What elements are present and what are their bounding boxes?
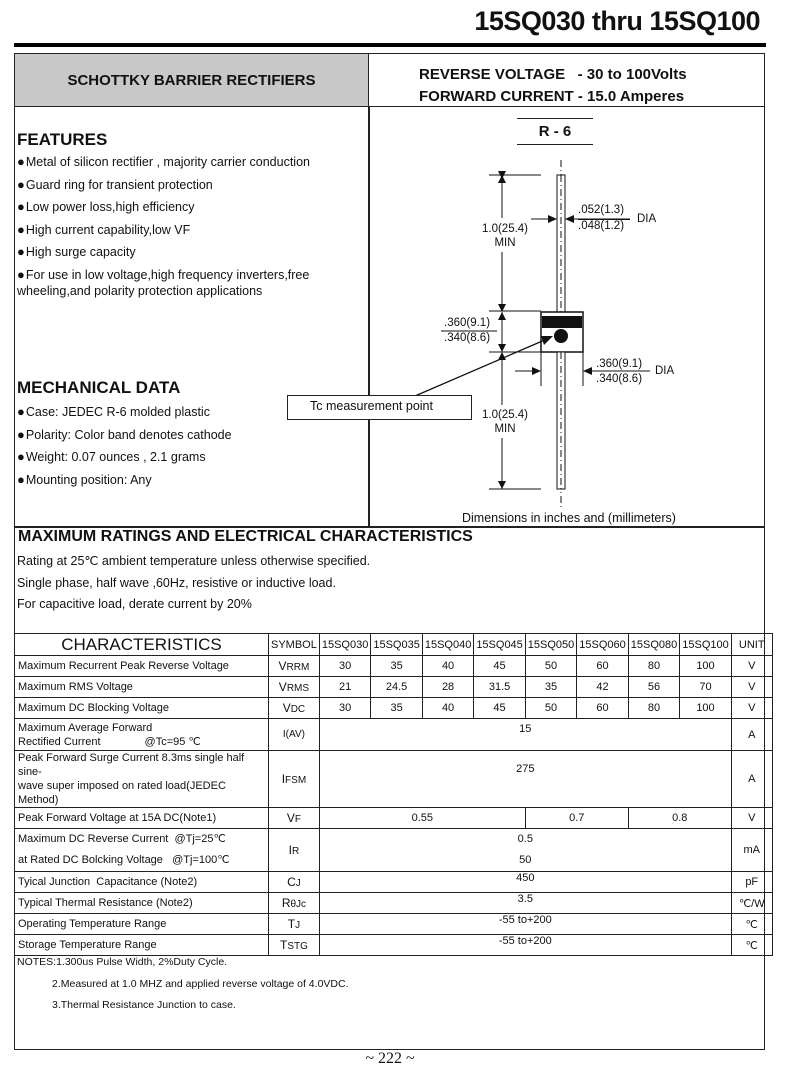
cell-value: 40	[422, 656, 473, 677]
note-2: 2.Measured at 1.0 MHZ and applied reverse voltage of 4.0VDC.	[52, 977, 349, 990]
col-part: 15SQ040	[422, 634, 473, 656]
cell-value: 0.8	[628, 808, 731, 829]
page-number: ~ 222 ~	[365, 1050, 415, 1067]
table-row-ifsm	[15, 751, 773, 808]
body-length-min: .340(8.6)	[444, 332, 491, 344]
cell-value: 3.5	[319, 893, 731, 914]
lead-length-suffix: MIN	[494, 423, 516, 435]
cell-value: 60	[577, 698, 628, 719]
row-description: Maximum RMS Voltage	[15, 677, 269, 698]
row-symbol: TJ	[269, 914, 320, 935]
document-title: 15SQ030 thru 15SQ100	[474, 6, 760, 36]
row-symbol: TSTG	[269, 935, 320, 956]
cell-value: 80	[628, 656, 679, 677]
table-row-vrrm	[15, 656, 773, 677]
lead-dia-label: DIA	[637, 213, 657, 225]
feature-item: ● Guard ring for transient protection	[17, 174, 362, 197]
characteristics-table	[14, 633, 773, 956]
row-description: Storage Temperature Range	[15, 935, 269, 956]
cell-value: 45	[474, 698, 525, 719]
ratings-heading: MAXIMUM RATINGS AND ELECTRICAL CHARACTERISTICS	[18, 528, 473, 545]
ratings-conditions	[17, 551, 370, 616]
cell-value: 100	[680, 698, 731, 719]
bottom-lead-length	[477, 409, 533, 436]
cell-unit: pF	[731, 872, 772, 893]
row-symbol: IFSM	[269, 751, 320, 808]
cell-value: 42	[577, 677, 628, 698]
cell-value: 15	[319, 719, 731, 751]
mechanical-item: ● Mounting position: Any	[17, 469, 287, 492]
col-symbol: SYMBOL	[269, 634, 320, 656]
cell-value: 50	[525, 656, 576, 677]
category-label: SCHOTTKY BARRIER RECTIFIERS	[67, 71, 316, 89]
cell-value: 0.55	[319, 808, 525, 829]
row-symbol: VRMS	[269, 677, 320, 698]
top-lead-length	[477, 223, 533, 250]
table-row-cj	[15, 872, 773, 893]
row-symbol: CJ	[269, 872, 320, 893]
row-symbol: VDC	[269, 698, 320, 719]
cell-unit: V	[731, 677, 772, 698]
lead-length-suffix: MIN	[494, 237, 516, 249]
lead-length-value: 1.0(25.4)	[481, 409, 529, 421]
reverse-voltage-summary: REVERSE VOLTAGE - 30 to 100Volts	[419, 66, 687, 83]
cell-value: 450	[319, 872, 731, 893]
lead-dia-min: .048(1.2)	[578, 220, 625, 232]
cell-unit: V	[731, 808, 772, 829]
cell-unit: ℃/W	[731, 893, 772, 914]
dimensions-note: Dimensions in inches and (millimeters)	[462, 511, 676, 525]
feature-item: ● Metal of silicon rectifier , majority carrier conduction	[17, 151, 362, 174]
feature-item: ● For use in low voltage,high frequency inverters,free wheeling,and polarity protection applications	[17, 264, 362, 299]
mechanical-item: ● Weight: 0.07 ounces , 2.1 grams	[17, 446, 287, 469]
rating-condition: For capacitive load, derate current by 20%	[17, 597, 252, 611]
feature-item: ● High surge capacity	[17, 241, 362, 264]
row-symbol: VF	[269, 808, 320, 829]
table-row-rth	[15, 893, 773, 914]
package-name: R - 6	[517, 118, 593, 145]
body-dia-label: DIA	[655, 365, 675, 377]
forward-current-summary: FORWARD CURRENT - 15.0 Amperes	[419, 88, 685, 105]
col-unit: UNIT	[731, 634, 772, 656]
cell-unit: mA	[731, 829, 772, 872]
rating-condition: Single phase, half wave ,60Hz, resistive or inductive load.	[17, 575, 336, 590]
row-symbol: I(AV)	[269, 719, 320, 751]
cell-value: 56	[628, 677, 679, 698]
table-row-tj	[15, 914, 773, 935]
cell-value: -55 to+200	[319, 914, 731, 935]
col-part: 15SQ035	[371, 634, 422, 656]
cell-value: 28	[422, 677, 473, 698]
cell-value: 0.5 50	[319, 829, 731, 872]
table-header-row	[15, 634, 773, 656]
notes	[17, 952, 349, 1017]
row-description: Maximum DC Reverse Current @Tj=25℃ at Rated DC Bolcking Voltage @Tj=100℃	[15, 829, 269, 872]
row-description: Maximum DC Blocking Voltage	[15, 698, 269, 719]
row-description: Tyical Junction Capacitance (Note2)	[15, 872, 269, 893]
table-row-ir	[15, 829, 773, 872]
table-row-vdc	[15, 698, 773, 719]
cell-value: 24.5	[371, 677, 422, 698]
col-characteristics: CHARACTERISTICS	[15, 634, 269, 656]
cell-value: 50	[525, 698, 576, 719]
row-symbol: IR	[269, 829, 320, 872]
row-description: Maximum Recurrent Peak Reverse Voltage	[15, 656, 269, 677]
mechanical-item: ● Case: JEDEC R-6 molded plastic	[17, 401, 287, 424]
cell-value: 45	[474, 656, 525, 677]
col-part: 15SQ045	[474, 634, 525, 656]
cell-unit: A	[731, 719, 772, 751]
cell-value: 100	[680, 656, 731, 677]
feature-item: ● High current capability,low VF	[17, 219, 362, 242]
col-part: 15SQ030	[319, 634, 370, 656]
cell-value: 30	[319, 698, 370, 719]
features-heading: FEATURES	[17, 130, 108, 149]
row-description: Operating Temperature Range	[15, 914, 269, 935]
cell-value: 31.5	[474, 677, 525, 698]
mechanical-item: ● Polarity: Color band denotes cathode	[17, 424, 287, 447]
body-length-max: .360(9.1)	[444, 317, 491, 329]
tc-measurement-callout: Tc measurement point	[287, 395, 472, 420]
cell-value: 60	[577, 656, 628, 677]
cell-unit: ℃	[731, 914, 772, 935]
cell-value: 80	[628, 698, 679, 719]
note-3: 3.Thermal Resistance Junction to case.	[52, 999, 236, 1011]
row-symbol: RθJc	[269, 893, 320, 914]
table-row-iav	[15, 719, 773, 751]
cell-unit: A	[731, 751, 772, 808]
cell-value: -55 to+200	[319, 935, 731, 956]
lead-dia-max: .052(1.3)	[578, 204, 625, 216]
cell-value: 30	[319, 656, 370, 677]
col-part: 15SQ080	[628, 634, 679, 656]
row-description: Peak Forward Voltage at 15A DC(Note1)	[15, 808, 269, 829]
body-dia-min: .340(8.6)	[596, 373, 643, 385]
package-outline-drawing	[0, 0, 800, 530]
cell-unit: V	[731, 656, 772, 677]
row-description: Typical Thermal Resistance (Note2)	[15, 893, 269, 914]
cell-value: 35	[371, 656, 422, 677]
col-part: 15SQ060	[577, 634, 628, 656]
body-dia-max: .360(9.1)	[596, 358, 643, 370]
cell-value: 0.7	[525, 808, 628, 829]
table-row-vrms	[15, 677, 773, 698]
cell-value: 35	[525, 677, 576, 698]
row-symbol: VRRM	[269, 656, 320, 677]
cell-unit: V	[731, 698, 772, 719]
row-description: Maximum Average Forward Rectified Current @Tc=95 ℃	[15, 719, 269, 751]
col-part: 15SQ050	[525, 634, 576, 656]
row-description: Peak Forward Surge Current 8.3ms single half sine- wave super imposed on rated load(JEDEC Method)	[15, 751, 269, 808]
note-1: NOTES:1.300us Pulse Width, 2%Duty Cycle.	[17, 956, 228, 968]
col-part: 15SQ100	[680, 634, 731, 656]
feature-item: ● Low power loss,high efficiency	[17, 196, 362, 219]
cell-value: 275	[319, 751, 731, 808]
rating-condition: Rating at 25℃ ambient temperature unless otherwise specified.	[17, 554, 371, 568]
cell-value: 40	[422, 698, 473, 719]
mechanical-heading: MECHANICAL DATA	[17, 378, 181, 397]
cell-value: 70	[680, 677, 731, 698]
lead-length-value: 1.0(25.4)	[481, 223, 529, 235]
cell-value: 35	[371, 698, 422, 719]
cell-unit: ℃	[731, 935, 772, 956]
cell-value: 21	[319, 677, 370, 698]
table-row-vf	[15, 808, 773, 829]
